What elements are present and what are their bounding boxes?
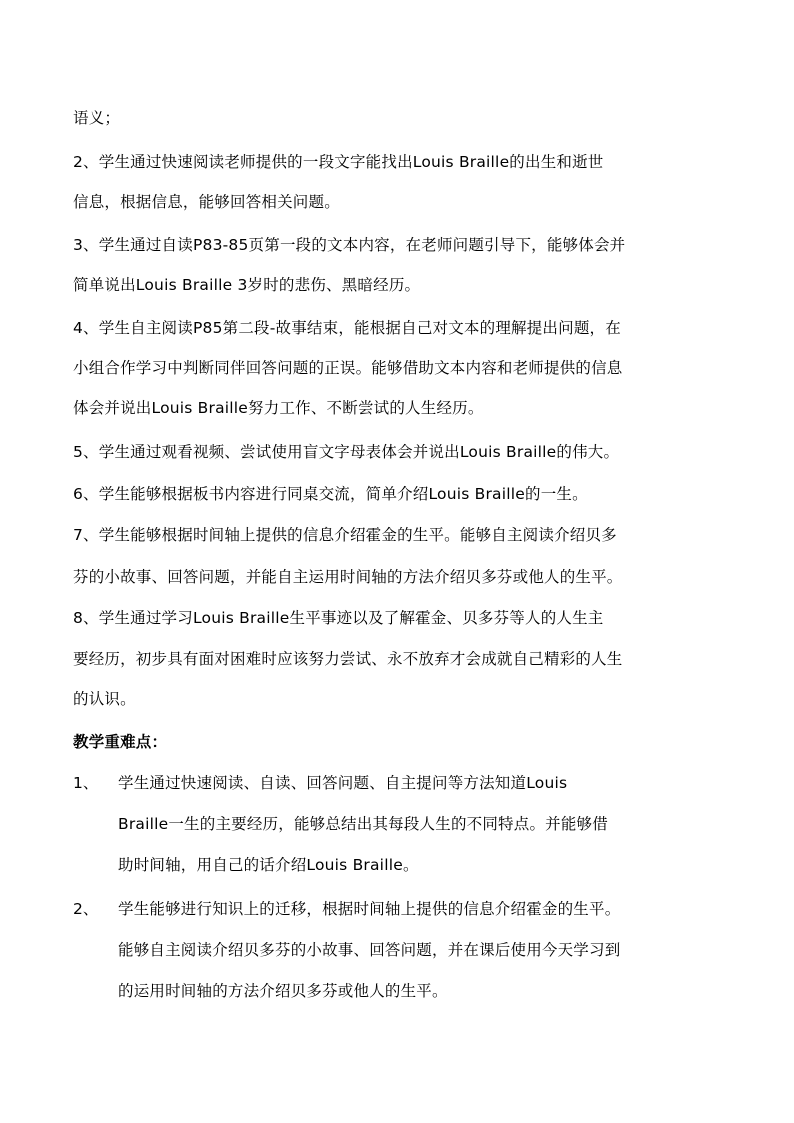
key-point-1-line-3: 助时间轴，用自己的话介绍Louis Braille。 — [118, 856, 419, 874]
objective-5-line-1: 5、学生通过观看视频、尝试使用盲文字母表体会并说出Louis Braille的伟大。 — [73, 443, 620, 461]
key-point-2-line-1: 学生能够进行知识上的迁移，根据时间轴上提供的信息介绍霍金的生平。 — [118, 900, 621, 918]
key-point-2-line-2: 能够自主阅读介绍贝多芬的小故事、回答问题，并在课后使用今天学习到 — [118, 941, 621, 959]
key-point-1-number: 1、 — [73, 774, 99, 792]
objective-7-line-2: 芬的小故事、回答问题，并能自主运用时间轴的方法介绍贝多芬或他人的生平。 — [73, 568, 623, 586]
key-points-heading: 教学重难点： — [73, 733, 168, 751]
objective-3-line-1: 3、学生通过自读P83-85页第一段的文本内容，在老师问题引导下，能够体会并 — [73, 236, 626, 254]
key-point-2-line-3: 的运用时间轴的方法介绍贝多芬或他人的生平。 — [118, 982, 448, 1000]
objective-8-line-2: 要经历，初步具有面对困难时应该努力尝试、永不放弃才会成就自己精彩的人生 — [73, 650, 623, 668]
objective-4-line-2: 小组合作学习中判断同伴回答问题的正误。能够借助文本内容和老师提供的信息 — [73, 359, 623, 377]
objective-4-line-1: 4、学生自主阅读P85第二段-故事结束，能根据自己对文本的理解提出问题，在 — [73, 319, 621, 337]
objective-2-line-1: 2、学生通过快速阅读老师提供的一段文字能找出Louis Braille的出生和逝世 — [73, 153, 604, 171]
objective-4-line-3: 体会并说出Louis Braille努力工作、不断尝试的人生经历。 — [73, 399, 484, 417]
key-point-2-number: 2、 — [73, 900, 99, 918]
key-point-1-line-1: 学生通过快速阅读、自读、回答问题、自主提问等方法知道Louis — [118, 774, 568, 792]
objective-8-line-1: 8、学生通过学习Louis Braille生平事迹以及了解霍金、贝多芬等人的人生主 — [73, 609, 604, 627]
objective-7-line-1: 7、学生能够根据时间轴上提供的信息介绍霍金的生平。能够自主阅读介绍贝多 — [73, 526, 617, 544]
objective-3-line-2: 简单说出Louis Braille 3岁时的悲伤、黑暗经历。 — [73, 276, 421, 294]
key-point-1-line-2: Braille一生的主要经历，能够总结出其每段人生的不同特点。并能够借 — [118, 815, 608, 833]
objective-8-line-3: 的认识。 — [73, 690, 136, 708]
objective-2-line-2: 信息，根据信息，能够回答相关问题。 — [73, 193, 340, 211]
objective-6-line-1: 6、学生能够根据板书内容进行同桌交流，简单介绍Louis Braille的一生。 — [73, 485, 588, 503]
objective-1-continuation: 语义； — [73, 109, 121, 127]
